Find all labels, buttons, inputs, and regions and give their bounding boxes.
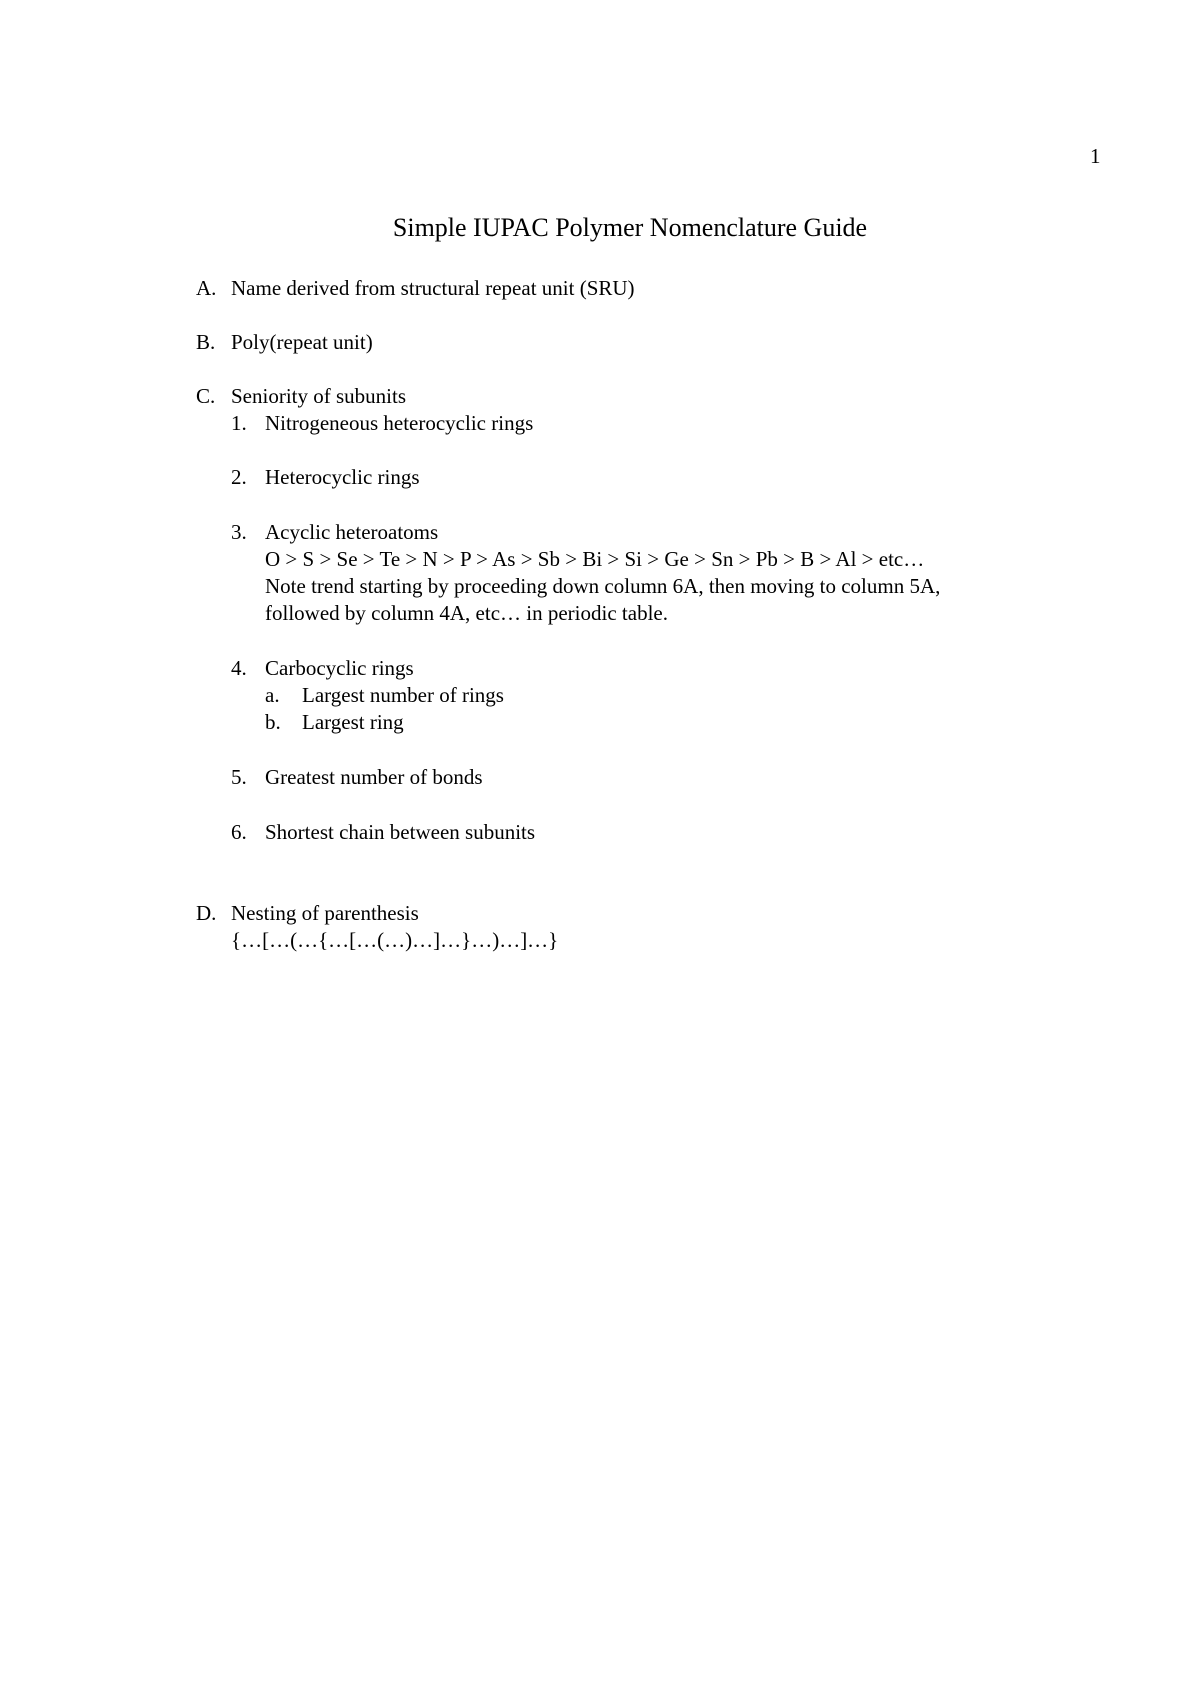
list-item-text: Shortest chain between subunits bbox=[265, 820, 536, 844]
section-c-text: Seniority of subunits bbox=[231, 384, 407, 408]
list-item-text: Carbocyclic rings bbox=[265, 656, 414, 680]
heteroatom-order: O > S > Se > Te > N > P > As > Sb > Bi > Si > Ge > Sn > Pb > B > Al > etc… bbox=[265, 547, 925, 571]
page-title: Simple IUPAC Polymer Nomenclature Guide bbox=[392, 213, 868, 242]
nesting-example: {…[…(…{…[…(…)…]…}…)…]…} bbox=[231, 928, 559, 952]
list-item-text: Heterocyclic rings bbox=[265, 465, 420, 489]
list-item-marker: 6. bbox=[231, 820, 247, 844]
sub-item-marker: b. bbox=[265, 710, 281, 734]
section-a-marker: A. bbox=[196, 276, 217, 300]
section-c-marker: C. bbox=[196, 384, 216, 408]
section-a-text: Name derived from structural repeat unit (SRU) bbox=[231, 276, 635, 300]
section-d-marker: D. bbox=[196, 901, 217, 925]
list-item-marker: 5. bbox=[231, 765, 247, 789]
trend-note-line: followed by column 4A, etc… in periodic table. bbox=[265, 601, 668, 625]
list-item-marker: 4. bbox=[231, 656, 247, 680]
list-item-text: Acyclic heteroatoms bbox=[265, 520, 439, 544]
section-d-text: Nesting of parenthesis bbox=[231, 901, 419, 925]
sub-item-text: Largest number of rings bbox=[302, 683, 504, 707]
list-item-text: Greatest number of bonds bbox=[265, 765, 483, 789]
list-item-marker: 1. bbox=[231, 411, 247, 435]
section-b-text: Poly(repeat unit) bbox=[231, 330, 373, 354]
section-b-marker: B. bbox=[196, 330, 216, 354]
list-item-marker: 3. bbox=[231, 520, 247, 544]
sub-item-text: Largest ring bbox=[302, 710, 404, 734]
list-item-text: Nitrogeneous heterocyclic rings bbox=[265, 411, 534, 435]
sub-item-marker: a. bbox=[265, 683, 280, 707]
page-number: 1 bbox=[1090, 144, 1101, 168]
list-item-marker: 2. bbox=[231, 465, 247, 489]
trend-note-line: Note trend starting by proceeding down column 6A, then moving to column 5A, bbox=[265, 574, 941, 598]
